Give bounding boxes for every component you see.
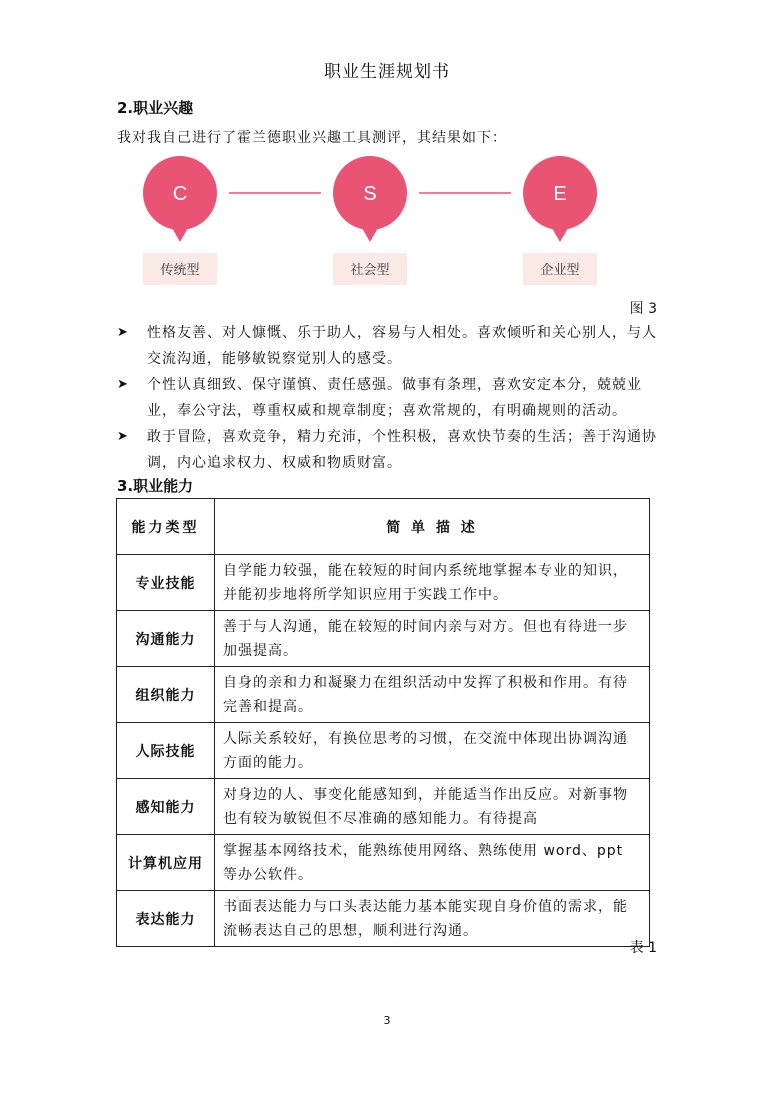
table-row xyxy=(117,891,650,947)
bullet-item xyxy=(117,372,662,424)
bullet-text: 性格友善、对人慷慨、乐于助人，容易与人相处。喜欢倾听和关心别人，与人交流沟通，能够敏锐察觉别人的感受。 xyxy=(147,325,657,367)
page-number: 3 xyxy=(383,1014,391,1027)
node-letter: E xyxy=(553,183,567,205)
ability-desc: 书面表达能力与口头表达能力基本能实现自身价值的需求，能流畅表达自己的思想，顺利进行沟通。 xyxy=(215,891,650,947)
ability-type: 沟通能力 xyxy=(117,611,215,667)
table-caption: 表 1 xyxy=(629,940,657,956)
ability-desc: 掌握基本网络技术，能熟练使用网络、熟练使用 word、ppt 等办公软件。 xyxy=(215,835,650,891)
ability-type: 感知能力 xyxy=(117,779,215,835)
ability-desc: 自学能力较强，能在较短的时间内系统地掌握本专业的知识，并能初步地将所学知识应用于实践工作中。 xyxy=(215,555,650,611)
table-header-row xyxy=(117,499,650,555)
arrow-bullet-icon: ➤ xyxy=(117,325,129,340)
arrow-bullet-icon: ➤ xyxy=(117,429,129,444)
node-pointer xyxy=(172,228,188,242)
table-row xyxy=(117,779,650,835)
ability-type: 人际技能 xyxy=(117,723,215,779)
ability-type: 表达能力 xyxy=(117,891,215,947)
table-row xyxy=(117,667,650,723)
ability-type: 组织能力 xyxy=(117,667,215,723)
section-heading-ability: 3.职业能力 xyxy=(117,477,194,495)
ability-table xyxy=(116,498,650,947)
node-letter: S xyxy=(363,183,377,205)
table-row xyxy=(117,611,650,667)
header-type: 能力类型 xyxy=(117,499,215,555)
ability-desc: 自身的亲和力和凝聚力在组织活动中发挥了积极和作用。有待完善和提高。 xyxy=(215,667,650,723)
holland-node-e xyxy=(523,156,597,285)
node-letter: C xyxy=(172,183,188,205)
arrow-bullet-icon: ➤ xyxy=(117,377,129,392)
node-label: 传统型 xyxy=(160,263,200,278)
table-row xyxy=(117,555,650,611)
header-desc: 简 单 描 述 xyxy=(215,499,650,555)
ability-type: 专业技能 xyxy=(117,555,215,611)
holland-node-s xyxy=(333,156,407,285)
bullet-item xyxy=(117,320,662,372)
bullet-text: 个性认真细致、保守谨慎、责任感强。做事有条理，喜欢安定本分，兢兢业业，奉公守法，尊重权威和规章制度；喜欢常规的，有明确规则的活动。 xyxy=(147,377,642,419)
bullet-text: 敢于冒险，喜欢竞争，精力充沛，个性积极，喜欢快节奏的生活；善于沟通协调，内心追求权力、权威和物质财富。 xyxy=(147,429,657,471)
section-heading-interest: 2.职业兴趣 xyxy=(117,99,194,117)
interest-intro: 我对我自己进行了霍兰德职业兴趣工具测评，其结果如下： xyxy=(117,130,507,146)
ability-type: 计算机应用 xyxy=(117,835,215,891)
table-row xyxy=(117,835,650,891)
bullet-item xyxy=(117,424,662,476)
ability-desc: 人际关系较好，有换位思考的习惯，在交流中体现出协调沟通方面的能力。 xyxy=(215,723,650,779)
node-pointer xyxy=(552,228,568,242)
node-label: 企业型 xyxy=(540,263,580,278)
node-pointer xyxy=(362,228,378,242)
interest-bullets xyxy=(117,320,662,476)
ability-desc: 善于与人沟通，能在较短的时间内亲与对方。但也有待进一步加强提高。 xyxy=(215,611,650,667)
node-label: 社会型 xyxy=(350,263,390,278)
ability-desc: 对身边的人、事变化能感知到，并能适当作出反应。对新事物也有较为敏锐但不尽准确的感知能力。有待提高 xyxy=(215,779,650,835)
figure-caption: 图 3 xyxy=(629,301,657,317)
holland-diagram xyxy=(118,155,618,295)
holland-node-c xyxy=(143,156,217,285)
table-row xyxy=(117,723,650,779)
page-title: 职业生涯规划书 xyxy=(324,62,450,82)
